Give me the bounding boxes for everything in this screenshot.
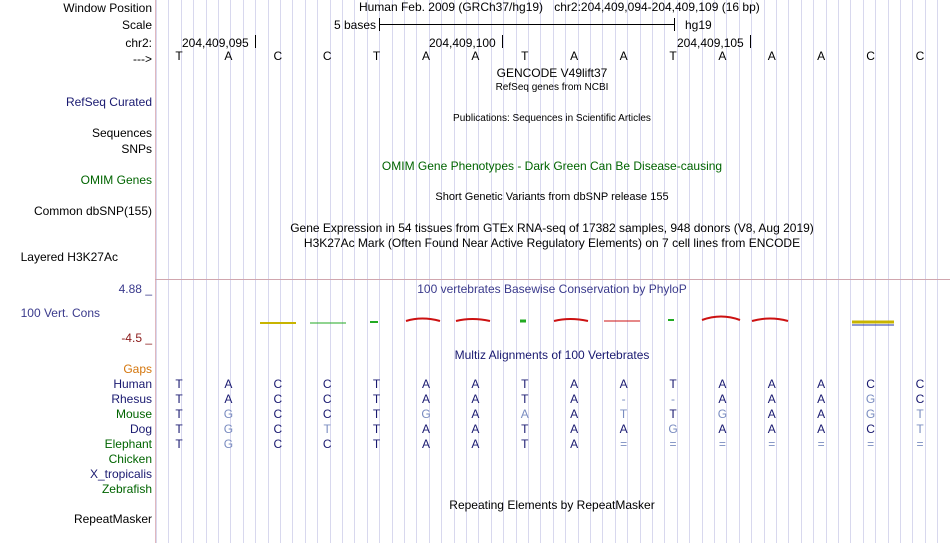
alignment-base: C: [273, 407, 283, 421]
grid-line: [801, 0, 802, 543]
alignment-base: =: [817, 437, 825, 451]
h3k27ac-track-label[interactable]: Layered H3K27Ac: [20, 250, 118, 264]
alignment-base: A: [619, 377, 628, 391]
sequence-base: A: [570, 49, 579, 63]
alignment-base: =: [768, 437, 776, 451]
sequence-base: A: [224, 49, 233, 63]
window-position-label: Window Position: [63, 1, 152, 15]
alignment-base: A: [421, 437, 430, 451]
species-label-mouse: Mouse: [115, 407, 152, 421]
omim-track-label[interactable]: OMIM Genes: [80, 173, 152, 187]
alignment-base: C: [322, 392, 332, 406]
grid-line: [863, 0, 864, 543]
grid-line: [615, 0, 616, 543]
species-label-x-tropicalis: X_tropicalis: [89, 467, 152, 481]
sequence-base: A: [817, 49, 826, 63]
alignment-base: T: [916, 422, 924, 436]
alignment-base: G: [865, 392, 876, 406]
conservation-min-label: -4.5 _: [121, 331, 152, 345]
grid-line: [714, 0, 715, 543]
alignment-base: A: [570, 377, 579, 391]
conservation-track-label[interactable]: 100 Vert. Cons: [20, 306, 100, 320]
alignment-base: T: [521, 377, 529, 391]
dbsnp-track-label[interactable]: Common dbSNP(155): [33, 204, 152, 218]
h3k27ac-track-description: H3K27Ac Mark (Often Found Near Active Regulatory Elements) on 7 cell lines from ENCODE: [303, 236, 801, 250]
alignment-base: C: [915, 392, 925, 406]
grid-line: [925, 0, 926, 543]
alignment-base: =: [867, 437, 875, 451]
grid-line: [367, 0, 368, 543]
track-display-area[interactable]: [156, 0, 950, 543]
repeatmasker-track-label[interactable]: RepeatMasker: [73, 512, 152, 526]
alignment-base: A: [767, 422, 776, 436]
grid-line: [875, 0, 876, 543]
sequence-base: C: [273, 49, 283, 63]
alignment-base: A: [421, 392, 430, 406]
snps-track-label[interactable]: SNPs: [121, 142, 152, 156]
grid-line: [156, 0, 157, 543]
sequence-base: C: [866, 49, 875, 63]
alignment-base: T: [372, 392, 381, 406]
strand-arrow-label[interactable]: --->: [133, 52, 152, 66]
sequence-base: T: [521, 49, 529, 63]
sequence-base: A: [767, 49, 776, 63]
alignment-base: A: [619, 422, 628, 436]
grid-line: [429, 0, 430, 543]
phylop-peak: [456, 319, 490, 321]
phylop-peak: [702, 317, 740, 321]
alignment-base: C: [273, 437, 283, 451]
grid-line: [305, 0, 306, 543]
position-range: chr2:204,409,094-204,409,109 (16 bp): [554, 0, 760, 14]
grid-line: [640, 0, 641, 543]
grid-line: [342, 0, 343, 543]
alignment-base: T: [372, 407, 381, 421]
multiz-track-description: Multiz Alignments of 100 Vertebrates: [454, 348, 650, 362]
alignment-base: T: [372, 437, 381, 451]
grid-line: [627, 0, 628, 543]
alignment-base: T: [175, 437, 183, 451]
grid-line: [292, 0, 293, 543]
phylop-track-description: 100 vertebrates Basewise Conservation by PhyloP: [417, 282, 687, 296]
alignment-base: C: [273, 422, 283, 436]
sequence-base: A: [718, 49, 727, 63]
phylop-peak: [554, 319, 588, 321]
coordinate-tick: [255, 35, 256, 48]
alignment-base: T: [521, 422, 529, 436]
species-label-dog: Dog: [129, 422, 152, 436]
grid-line: [218, 0, 219, 543]
grid-line: [912, 0, 913, 543]
scale-label: Scale: [121, 18, 152, 32]
phylop-conservation-plot[interactable]: [156, 310, 950, 332]
sequence-base: T: [372, 49, 381, 63]
grid-line: [751, 0, 752, 543]
alignment-base: G: [865, 407, 876, 421]
refseq-track-label[interactable]: RefSeq Curated: [65, 95, 152, 109]
alignment-base: G: [717, 407, 728, 421]
alignment-base: G: [421, 407, 431, 421]
alignment-base: C: [322, 407, 332, 421]
grid-line: [206, 0, 207, 543]
alignment-base: A: [570, 407, 579, 421]
grid-line: [813, 0, 814, 543]
grid-line: [168, 0, 169, 543]
alignment-base: C: [866, 377, 875, 391]
alignment-base: A: [767, 407, 776, 421]
chromosome-label: chr2:: [125, 36, 152, 50]
grid-line: [280, 0, 281, 543]
alignment-base: C: [866, 422, 875, 436]
alignment-base: T: [323, 422, 331, 436]
alignment-base: A: [471, 422, 480, 436]
sequence-base: T: [669, 49, 677, 63]
alignment-base: A: [570, 422, 579, 436]
alignment-base: T: [521, 437, 529, 451]
species-label-rhesus: Rhesus: [111, 392, 152, 406]
alignment-base: A: [718, 422, 727, 436]
grid-line: [317, 0, 318, 543]
sequence-base: C: [322, 49, 332, 63]
coordinate-label: 204,409,100: [429, 36, 496, 50]
grid-line: [181, 0, 182, 543]
alignment-base: T: [372, 422, 381, 436]
sequence-base: A: [421, 49, 430, 63]
alignment-base: =: [669, 437, 677, 451]
alignment-base: A: [471, 437, 480, 451]
grid-line: [689, 0, 690, 543]
alignment-base: T: [619, 407, 628, 421]
grid-line: [491, 0, 492, 543]
omim-track-description: OMIM Gene Phenotypes - Dark Green Can Be Disease-causing: [381, 159, 723, 173]
alignment-base: A: [421, 422, 430, 436]
scale-bases-label: 5 bases: [333, 18, 376, 32]
alignment-base: A: [570, 392, 579, 406]
publications-track-description: Publications: Sequences in Scientific Articles: [453, 113, 651, 124]
species-label-elephant: Elephant: [104, 437, 152, 451]
sequences-track-label[interactable]: Sequences: [91, 126, 152, 140]
alignment-base: A: [817, 422, 826, 436]
grid-line: [664, 0, 665, 543]
gtex-track-description: Gene Expression in 54 tissues from GTEx RNA-seq of 17382 samples, 948 donors (V8, Aug 2019): [290, 221, 814, 235]
coordinate-label: 204,409,105: [677, 36, 744, 50]
alignment-base: -: [621, 392, 626, 406]
alignment-base: T: [669, 377, 677, 391]
alignment-base: C: [273, 392, 283, 406]
grid-line: [379, 0, 380, 543]
alignment-base: -: [671, 392, 675, 406]
alignment-base: T: [521, 392, 529, 406]
gencode-track-title: GENCODE V49lift37: [496, 66, 608, 80]
alignment-base: =: [620, 437, 628, 451]
grid-line: [230, 0, 231, 543]
alignment-base: T: [175, 392, 183, 406]
track-separator: [155, 279, 950, 280]
grid-line: [826, 0, 827, 543]
grid-line: [193, 0, 194, 543]
grid-line: [478, 0, 479, 543]
alignment-base: A: [421, 377, 430, 391]
alignment-base: A: [471, 392, 480, 406]
grid-line: [888, 0, 889, 543]
alignment-base: A: [817, 407, 826, 421]
species-label-zebrafish: Zebrafish: [101, 482, 152, 496]
alignment-base: A: [767, 392, 776, 406]
grid-line: [466, 0, 467, 543]
grid-line: [900, 0, 901, 543]
sequence-base: C: [915, 49, 925, 63]
grid-line: [726, 0, 727, 543]
assembly-title: Human Feb. 2009 (GRCh37/hg19): [358, 0, 544, 14]
alignment-base: A: [224, 392, 233, 406]
species-label-human: Human: [113, 377, 152, 391]
grid-line: [702, 0, 703, 543]
grid-line: [354, 0, 355, 543]
grid-line: [441, 0, 442, 543]
conservation-max-label: 4.88 _: [118, 282, 152, 296]
grid-line: [454, 0, 455, 543]
alignment-base: T: [175, 407, 183, 421]
grid-line: [677, 0, 678, 543]
grid-line: [788, 0, 789, 543]
grid-line: [404, 0, 405, 543]
alignment-base: A: [224, 377, 233, 391]
coordinate-tick: [502, 35, 503, 48]
grid-line: [268, 0, 269, 543]
scale-bar: [379, 18, 675, 32]
track-labels-panel: [0, 0, 155, 543]
grid-line: [652, 0, 653, 543]
phylop-peak: [406, 319, 440, 322]
alignment-base: A: [817, 392, 826, 406]
sequence-base: T: [175, 49, 183, 63]
alignment-base: T: [175, 377, 183, 391]
dbsnp-track-description: Short Genetic Variants from dbSNP release 155: [435, 191, 669, 203]
alignment-base: T: [669, 407, 677, 421]
alignment-base: =: [916, 437, 924, 451]
coordinate-tick: [750, 35, 751, 48]
sequence-base: A: [471, 49, 480, 63]
grid-line: [838, 0, 839, 543]
alignment-base: A: [817, 377, 826, 391]
alignment-base: C: [322, 437, 332, 451]
alignment-base: A: [471, 377, 480, 391]
alignment-base: A: [471, 407, 480, 421]
alignment-base: G: [223, 437, 234, 451]
grid-line: [392, 0, 393, 543]
grid-line: [764, 0, 765, 543]
sequence-base: A: [619, 49, 628, 63]
phylop-peak: [752, 319, 788, 322]
coordinate-label: 204,409,095: [182, 36, 249, 50]
grid-line: [739, 0, 740, 543]
alignment-base: =: [718, 437, 726, 451]
gaps-label: Gaps: [123, 362, 152, 376]
grid-line: [330, 0, 331, 543]
alignment-base: T: [372, 377, 381, 391]
grid-line: [937, 0, 938, 543]
grid-line: [850, 0, 851, 543]
alignment-base: A: [570, 437, 579, 451]
alignment-base: T: [175, 422, 183, 436]
alignment-base: A: [767, 377, 776, 391]
alignment-base: C: [322, 377, 332, 391]
grid-line: [255, 0, 256, 543]
grid-line: [243, 0, 244, 543]
alignment-base: C: [273, 377, 283, 391]
scale-assembly-label: hg19: [685, 18, 712, 32]
alignment-base: A: [520, 407, 529, 421]
grid-line: [776, 0, 777, 543]
alignment-base: A: [718, 392, 727, 406]
grid-line: [416, 0, 417, 543]
refseq-track-description: RefSeq genes from NCBI: [495, 82, 609, 93]
alignment-base: C: [915, 377, 925, 391]
alignment-base: A: [718, 377, 727, 391]
repeatmasker-track-description: Repeating Elements by RepeatMasker: [449, 498, 655, 512]
alignment-base: G: [223, 422, 234, 436]
alignment-base: T: [916, 407, 924, 421]
species-label-chicken: Chicken: [108, 452, 152, 466]
alignment-base: G: [668, 422, 678, 436]
alignment-base: G: [223, 407, 234, 421]
